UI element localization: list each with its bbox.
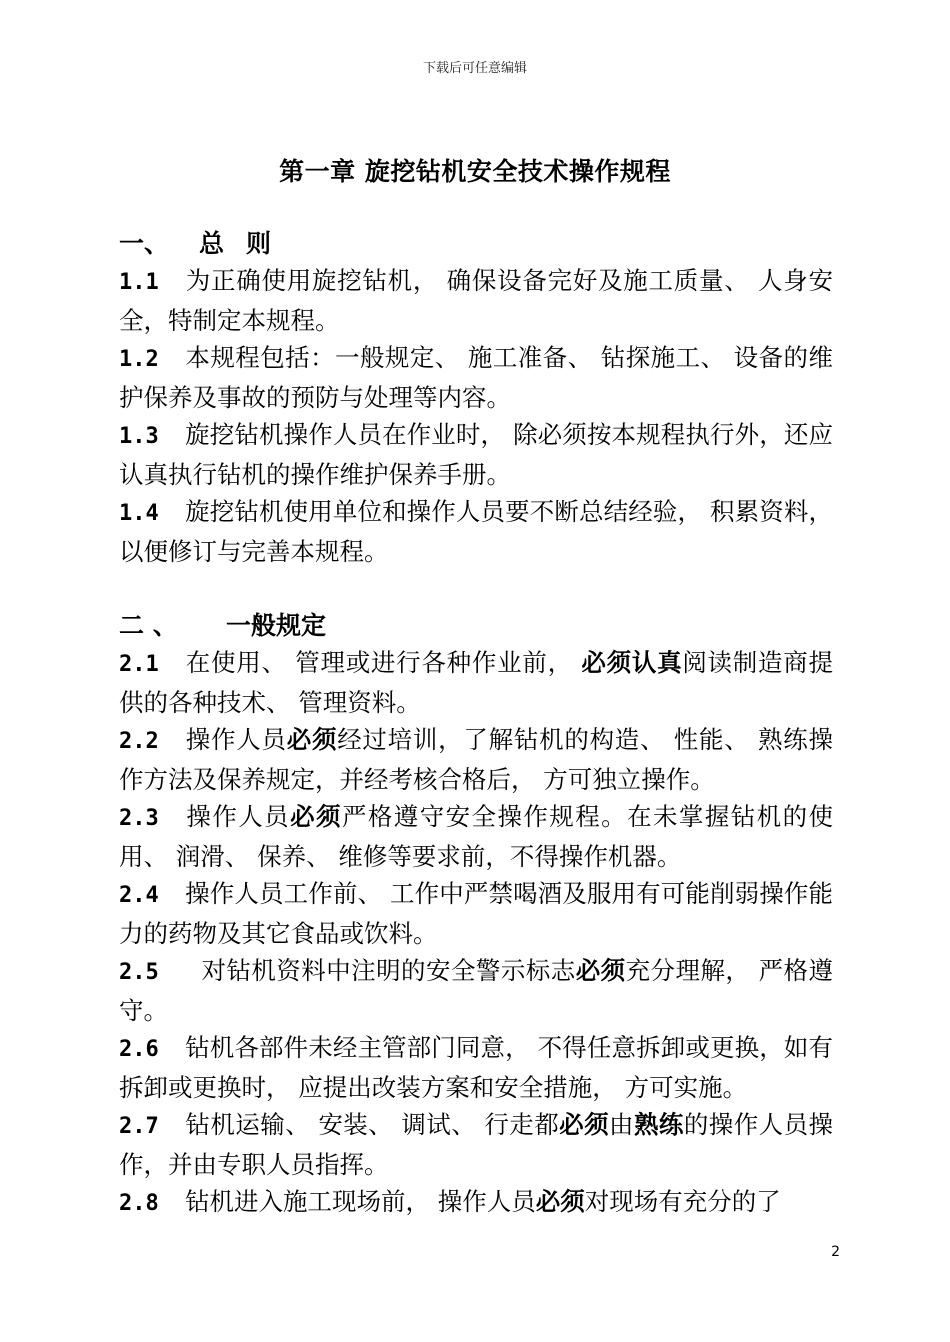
clause-number: 2.5 [119,960,159,985]
clause-text: 充分理解， 严格遵守。 [119,956,833,1025]
clause-2-2 [119,721,833,798]
section-heading-general [119,225,833,262]
clause-2-7 [119,1106,833,1183]
clause-text: 旋挖钻机使用单位和操作人员要不断总结经验， 积累资料，以便修订与完善本规程。 [119,497,833,566]
clause-emphasis: 必须 [290,802,342,831]
clause-1-2 [119,339,833,416]
clause-2-3 [119,798,833,875]
clause-1-1 [119,262,833,339]
section-number: 二 、 [119,611,178,640]
section-heading-general-rules [119,607,833,644]
clause-number: 1.4 [119,501,159,526]
clause-text: 操作人员 [185,802,291,831]
clause-text: 旋挖钻机操作人员在作业时， 除必须按本规程执行外，还应认真执行钻机的操作维护保养手册。 [119,420,833,489]
clause-emphasis: 必须 [575,956,626,985]
clause-text: 对钻机资料中注明的安全警示标志 [201,956,576,985]
clause-number: 2.2 [119,729,159,754]
clause-number: 2.6 [119,1037,159,1062]
clause-emphasis: 熟练 [633,1110,684,1139]
clause-text: 的操作人员操作，并由专职人员指挥。 [119,1110,834,1179]
clause-emphasis: 必须 [559,1110,610,1139]
clause-number: 1.3 [119,424,159,449]
clause-number: 2.1 [119,652,159,677]
section-number: 一、 [119,229,170,258]
clause-text: 操作人员 [185,725,287,754]
clause-1-3 [119,416,833,493]
clause-text: 钻机各部件未经主管部门同意， 不得任意拆卸或更换，如有拆卸或更换时， 应提出改装方案和安全措施， 方可实施。 [119,1033,833,1102]
document-body [119,225,833,1223]
clause-emphasis: 必须 [286,725,338,754]
clause-2-8 [119,1183,833,1223]
clause-text: 对现场有充分的了 [584,1187,781,1216]
clause-number: 2.4 [119,883,159,908]
clause-2-1 [119,644,833,721]
clause-2-5 [119,952,833,1029]
clause-text: 钻机运输、 安装、 调试、 行走都 [185,1110,560,1139]
clause-text: 由 [609,1110,634,1139]
section-title: 一般规定 [226,611,327,640]
clause-text: 严格遵守安全操作规程。在未掌握钻机的使用、 润滑、 保养、 维修等要求前，不得操作机器。 [119,802,834,871]
clause-number: 2.7 [119,1114,159,1139]
clause-text: 本规程包括：一般规定、 施工准备、 钻探施工、 设备的维护保养及事故的预防与处理等内容。 [119,343,833,412]
page-number: 2 [831,1244,840,1260]
clause-text: 经过培训，了解钻机的构造、 性能、 熟练操作方法及保养规定，并经考核合格后， 方可独立操作。 [119,725,834,794]
clause-2-4 [119,875,833,952]
clause-number: 2.3 [119,806,159,831]
chapter-title: 第一章 旋挖钻机安全技术操作规程 [279,157,671,186]
clause-2-6 [119,1029,833,1106]
section-gap [119,570,833,607]
clause-text: 在使用、 管理或进行各种作业前， [185,648,582,677]
clause-number: 2.8 [119,1191,159,1216]
clause-number: 1.1 [119,270,159,295]
clause-emphasis: 必须 [535,1187,585,1216]
clause-text: 操作人员工作前、 工作中严禁喝酒及服用有可能削弱操作能力的药物及其它食品或饮料。 [119,879,833,948]
clause-text: 钻机进入施工现场前， 操作人员 [185,1187,536,1216]
header-note: 下载后可任意编辑 [422,61,527,76]
clause-emphasis: 必须认真 [581,648,683,677]
clause-number: 1.2 [119,347,159,372]
clause-1-4 [119,493,833,570]
clause-text: 为正确使用旋挖钻机， 确保设备完好及施工质量、 人身安全，特制定本规程。 [119,266,833,335]
clause-text: 阅读制造商提供的各种技术、 管理资料。 [119,648,834,717]
section-title: 总则 [199,229,294,258]
